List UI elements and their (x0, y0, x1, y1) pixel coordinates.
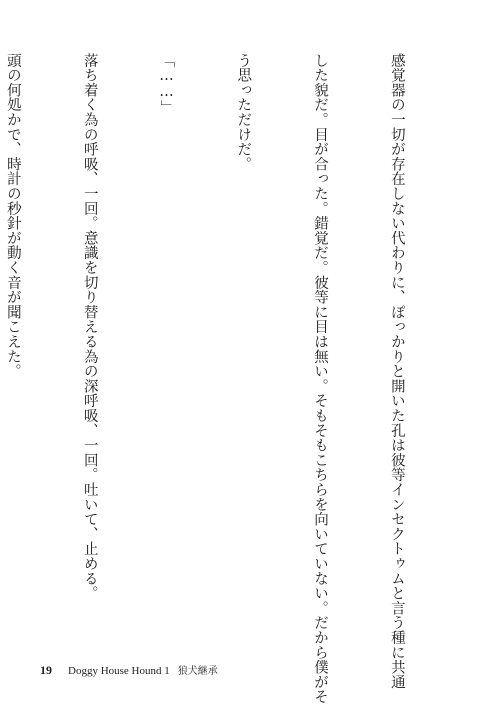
text-line: 落ち着く為の呼吸、一回。意識を切り替える為の深呼吸、一回。吐いて、止める。 (81, 53, 98, 601)
page-number: 19 (40, 663, 52, 677)
text-line: 「……」 (158, 53, 175, 116)
book-title: Doggy House Hound 1 (68, 665, 170, 677)
page-footer (40, 662, 218, 678)
text-line: した貌だ。目が合った。錯覚だ。彼等に目は無い。そもそもこちらを向いていない。だから僕がそ (312, 53, 329, 705)
book-subtitle: 狼犬継承 (177, 666, 218, 677)
text-line: 頭の何処かで、時計の秒針が動く音が聞こえた。 (4, 53, 21, 379)
text-line: 感覚器の一切が存在しない代わりに、ぽっかりと開いた孔は彼等インセクトゥムと言う種に共通 (388, 53, 405, 690)
text-line: う思っただけだ。 (235, 53, 252, 172)
